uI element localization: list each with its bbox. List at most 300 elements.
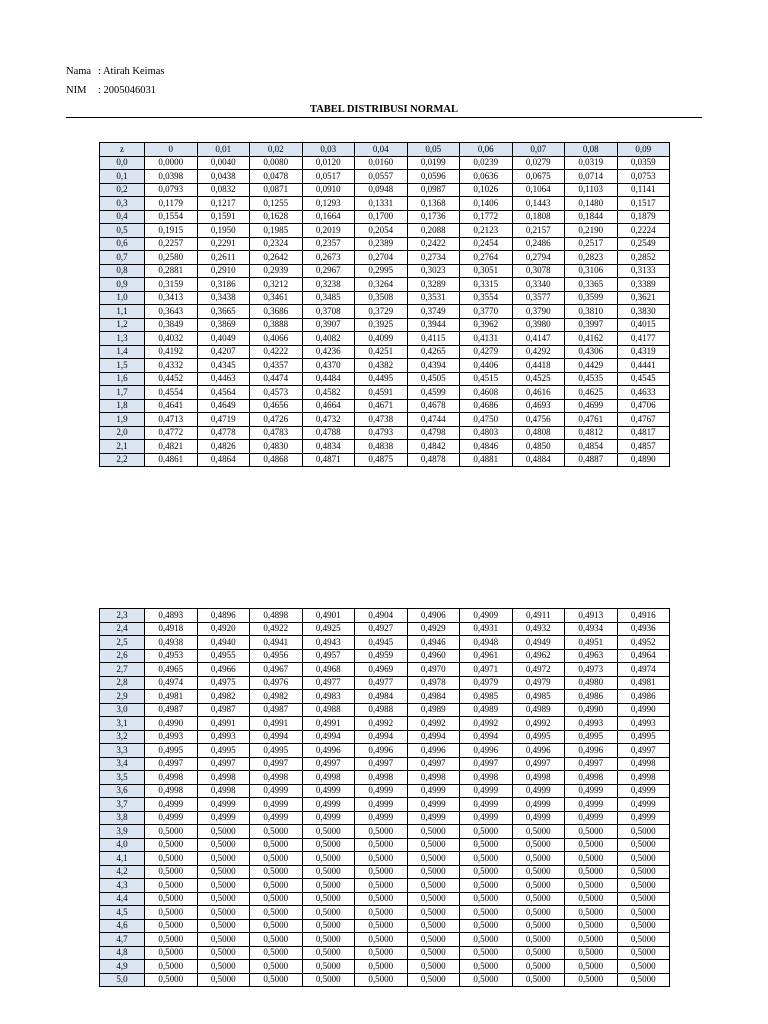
probability-cell: 0,4817	[617, 426, 670, 440]
table-row	[100, 933, 670, 947]
probability-cell: 0,5000	[512, 892, 565, 906]
probability-cell: 0,5000	[512, 919, 565, 933]
probability-cell: 0,5000	[460, 906, 513, 920]
probability-cell: 0,4974	[145, 676, 198, 690]
probability-cell: 0,0753	[617, 170, 670, 184]
probability-cell: 0,5000	[565, 865, 618, 879]
probability-cell: 0,4744	[407, 413, 460, 427]
probability-cell: 0,3078	[512, 264, 565, 278]
probability-cell: 0,5000	[302, 946, 355, 960]
table-row	[100, 291, 670, 305]
probability-cell: 0,4997	[197, 757, 250, 771]
probability-cell: 0,5000	[250, 973, 303, 987]
table-row	[100, 386, 670, 400]
probability-cell: 0,4875	[355, 453, 408, 467]
probability-cell: 0,4913	[565, 609, 618, 623]
probability-cell: 0,5000	[145, 946, 198, 960]
probability-cell: 0,4998	[565, 771, 618, 785]
probability-cell: 0,4999	[617, 784, 670, 798]
table-row	[100, 744, 670, 758]
probability-cell: 0,5000	[565, 973, 618, 987]
probability-cell: 0,4641	[145, 399, 198, 413]
header-col: 0,03	[302, 143, 355, 157]
probability-cell: 0,5000	[197, 892, 250, 906]
z-value-cell: 3,7	[100, 798, 145, 812]
table-row	[100, 892, 670, 906]
probability-cell: 0,5000	[407, 892, 460, 906]
probability-cell: 0,0040	[197, 156, 250, 170]
probability-cell: 0,4686	[460, 399, 513, 413]
probability-cell: 0,5000	[197, 960, 250, 974]
probability-cell: 0,4956	[250, 649, 303, 663]
probability-cell: 0,3051	[460, 264, 513, 278]
probability-cell: 0,3869	[197, 318, 250, 332]
probability-cell: 0,4918	[145, 622, 198, 636]
probability-cell: 0,4798	[407, 426, 460, 440]
probability-cell: 0,4082	[302, 332, 355, 346]
probability-cell: 0,3888	[250, 318, 303, 332]
z-value-cell: 4,9	[100, 960, 145, 974]
probability-cell: 0,4608	[460, 386, 513, 400]
table-row	[100, 264, 670, 278]
probability-cell: 0,4991	[250, 717, 303, 731]
probability-cell: 0,5000	[145, 933, 198, 947]
table-row	[100, 784, 670, 798]
probability-cell: 0,4441	[617, 359, 670, 373]
probability-cell: 0,2357	[302, 237, 355, 251]
table-header-row	[100, 143, 670, 157]
probability-cell: 0,4953	[145, 649, 198, 663]
probability-cell: 0,4990	[145, 717, 198, 731]
table-row	[100, 170, 670, 184]
probability-cell: 0,4957	[302, 649, 355, 663]
probability-cell: 0,5000	[407, 865, 460, 879]
probability-cell: 0,4998	[512, 771, 565, 785]
probability-cell: 0,4826	[197, 440, 250, 454]
probability-cell: 0,1628	[250, 210, 303, 224]
probability-cell: 0,4999	[617, 798, 670, 812]
probability-cell: 0,2019	[302, 224, 355, 238]
probability-cell: 0,4993	[565, 717, 618, 731]
probability-cell: 0,4997	[617, 744, 670, 758]
probability-cell: 0,5000	[565, 838, 618, 852]
probability-cell: 0,4997	[460, 757, 513, 771]
probability-cell: 0,4986	[617, 690, 670, 704]
probability-cell: 0,4995	[145, 744, 198, 758]
probability-cell: 0,3830	[617, 305, 670, 319]
probability-cell: 0,1217	[197, 197, 250, 211]
probability-cell: 0,1950	[197, 224, 250, 238]
probability-cell: 0,3980	[512, 318, 565, 332]
z-value-cell: 2,3	[100, 609, 145, 623]
probability-cell: 0,0871	[250, 183, 303, 197]
probability-cell: 0,4545	[617, 372, 670, 386]
probability-cell: 0,0478	[250, 170, 303, 184]
probability-cell: 0,1443	[512, 197, 565, 211]
probability-cell: 0,4846	[460, 440, 513, 454]
probability-cell: 0,4982	[250, 690, 303, 704]
probability-cell: 0,3749	[407, 305, 460, 319]
probability-cell: 0,5000	[617, 838, 670, 852]
probability-cell: 0,4115	[407, 332, 460, 346]
z-value-cell: 2,5	[100, 636, 145, 650]
probability-cell: 0,4996	[302, 744, 355, 758]
probability-cell: 0,4916	[617, 609, 670, 623]
z-value-cell: 0,2	[100, 183, 145, 197]
probability-cell: 0,4625	[565, 386, 618, 400]
probability-cell: 0,0910	[302, 183, 355, 197]
table-row	[100, 332, 670, 346]
probability-cell: 0,5000	[145, 838, 198, 852]
probability-cell: 0,4842	[407, 440, 460, 454]
probability-cell: 0,5000	[460, 973, 513, 987]
probability-cell: 0,5000	[197, 919, 250, 933]
table-row	[100, 251, 670, 265]
table-row	[100, 811, 670, 825]
z-value-cell: 4,7	[100, 933, 145, 947]
table-row	[100, 636, 670, 650]
student-name-line	[66, 66, 165, 77]
table-row	[100, 919, 670, 933]
probability-cell: 0,5000	[145, 919, 198, 933]
probability-cell: 0,5000	[407, 919, 460, 933]
nim-label: NIM	[66, 85, 87, 96]
probability-cell: 0,5000	[512, 865, 565, 879]
probability-cell: 0,4938	[145, 636, 198, 650]
probability-cell: 0,4808	[512, 426, 565, 440]
probability-cell: 0,1331	[355, 197, 408, 211]
z-value-cell: 4,0	[100, 838, 145, 852]
probability-cell: 0,4995	[565, 730, 618, 744]
probability-cell: 0,5000	[302, 838, 355, 852]
probability-cell: 0,4719	[197, 413, 250, 427]
probability-cell: 0,4973	[565, 663, 618, 677]
probability-cell: 0,3289	[407, 278, 460, 292]
probability-cell: 0,4959	[355, 649, 408, 663]
z-value-cell: 3,5	[100, 771, 145, 785]
probability-cell: 0,3340	[512, 278, 565, 292]
probability-cell: 0,4857	[617, 440, 670, 454]
probability-cell: 0,4966	[197, 663, 250, 677]
probability-cell: 0,5000	[617, 892, 670, 906]
probability-cell: 0,4999	[565, 798, 618, 812]
header-col: 0,06	[460, 143, 513, 157]
probability-cell: 0,4985	[512, 690, 565, 704]
probability-cell: 0,4940	[197, 636, 250, 650]
probability-cell: 0,4582	[302, 386, 355, 400]
probability-cell: 0,3159	[145, 278, 198, 292]
probability-cell: 0,5000	[460, 838, 513, 852]
probability-cell: 0,4998	[302, 771, 355, 785]
probability-cell: 0,4999	[302, 798, 355, 812]
probability-cell: 0,3849	[145, 318, 198, 332]
probability-cell: 0,4726	[250, 413, 303, 427]
probability-cell: 0,1480	[565, 197, 618, 211]
probability-cell: 0,4955	[197, 649, 250, 663]
probability-cell: 0,4099	[355, 332, 408, 346]
probability-cell: 0,4987	[197, 703, 250, 717]
probability-cell: 0,5000	[197, 865, 250, 879]
probability-cell: 0,4429	[565, 359, 618, 373]
z-value-cell: 3,3	[100, 744, 145, 758]
probability-cell: 0,4932	[512, 622, 565, 636]
probability-cell: 0,4962	[512, 649, 565, 663]
probability-cell: 0,5000	[302, 960, 355, 974]
probability-cell: 0,5000	[197, 906, 250, 920]
probability-cell: 0,4999	[355, 798, 408, 812]
probability-cell: 0,2123	[460, 224, 513, 238]
probability-cell: 0,4793	[355, 426, 408, 440]
probability-cell: 0,5000	[197, 946, 250, 960]
header-col: 0,05	[407, 143, 460, 157]
probability-cell: 0,5000	[197, 852, 250, 866]
probability-cell: 0,3508	[355, 291, 408, 305]
z-value-cell: 3,4	[100, 757, 145, 771]
z-value-cell: 0,5	[100, 224, 145, 238]
probability-cell: 0,4693	[512, 399, 565, 413]
probability-cell: 0,5000	[407, 946, 460, 960]
probability-cell: 0,4934	[565, 622, 618, 636]
probability-cell: 0,4945	[355, 636, 408, 650]
probability-cell: 0,4573	[250, 386, 303, 400]
z-value-cell: 0,4	[100, 210, 145, 224]
probability-cell: 0,5000	[565, 892, 618, 906]
table-row	[100, 838, 670, 852]
probability-cell: 0,5000	[355, 838, 408, 852]
probability-cell: 0,4032	[145, 332, 198, 346]
probability-cell: 0,4990	[617, 703, 670, 717]
probability-cell: 0,3925	[355, 318, 408, 332]
probability-cell: 0,2764	[460, 251, 513, 265]
probability-cell: 0,3790	[512, 305, 565, 319]
probability-cell: 0,3531	[407, 291, 460, 305]
table-row	[100, 197, 670, 211]
probability-cell: 0,4972	[512, 663, 565, 677]
probability-cell: 0,5000	[565, 960, 618, 974]
probability-cell: 0,4995	[197, 744, 250, 758]
probability-cell: 0,5000	[512, 825, 565, 839]
probability-cell: 0,4999	[355, 784, 408, 798]
probability-cell: 0,5000	[460, 865, 513, 879]
probability-cell: 0,4990	[565, 703, 618, 717]
probability-cell: 0,4251	[355, 345, 408, 359]
probability-cell: 0,4761	[565, 413, 618, 427]
table-row	[100, 973, 670, 987]
probability-cell: 0,4992	[355, 717, 408, 731]
probability-cell: 0,5000	[565, 919, 618, 933]
probability-cell: 0,5000	[460, 946, 513, 960]
probability-cell: 0,0160	[355, 156, 408, 170]
probability-cell: 0,5000	[512, 960, 565, 974]
probability-cell: 0,4505	[407, 372, 460, 386]
probability-cell: 0,3461	[250, 291, 303, 305]
probability-cell: 0,4616	[512, 386, 565, 400]
probability-cell: 0,4960	[407, 649, 460, 663]
z-value-cell: 4,3	[100, 879, 145, 893]
probability-cell: 0,4699	[565, 399, 618, 413]
probability-cell: 0,5000	[302, 892, 355, 906]
probability-cell: 0,4162	[565, 332, 618, 346]
probability-cell: 0,4357	[250, 359, 303, 373]
probability-cell: 0,2517	[565, 237, 618, 251]
probability-cell: 0,5000	[512, 946, 565, 960]
z-value-cell: 1,1	[100, 305, 145, 319]
probability-cell: 0,4147	[512, 332, 565, 346]
probability-cell: 0,5000	[355, 960, 408, 974]
probability-cell: 0,4985	[460, 690, 513, 704]
header-col: 0,02	[250, 143, 303, 157]
probability-cell: 0,2190	[565, 224, 618, 238]
table-row	[100, 156, 670, 170]
probability-cell: 0,4977	[355, 676, 408, 690]
probability-cell: 0,5000	[617, 946, 670, 960]
table-row	[100, 609, 670, 623]
probability-cell: 0,5000	[617, 933, 670, 947]
z-value-cell: 0,0	[100, 156, 145, 170]
probability-cell: 0,4998	[355, 771, 408, 785]
probability-cell: 0,4994	[302, 730, 355, 744]
probability-cell: 0,5000	[355, 879, 408, 893]
probability-cell: 0,4978	[407, 676, 460, 690]
z-value-cell: 2,7	[100, 663, 145, 677]
probability-cell: 0,3315	[460, 278, 513, 292]
probability-cell: 0,5000	[460, 825, 513, 839]
probability-cell: 0,4981	[145, 690, 198, 704]
probability-cell: 0,0279	[512, 156, 565, 170]
probability-cell: 0,5000	[302, 879, 355, 893]
header-col: 0,04	[355, 143, 408, 157]
table-row	[100, 440, 670, 454]
probability-cell: 0,5000	[617, 852, 670, 866]
probability-cell: 0,4131	[460, 332, 513, 346]
probability-cell: 0,4207	[197, 345, 250, 359]
probability-cell: 0,5000	[512, 973, 565, 987]
table-row	[100, 649, 670, 663]
z-value-cell: 2,6	[100, 649, 145, 663]
probability-cell: 0,4599	[407, 386, 460, 400]
probability-cell: 0,0000	[145, 156, 198, 170]
probability-cell: 0,4893	[145, 609, 198, 623]
probability-cell: 0,2157	[512, 224, 565, 238]
probability-cell: 0,0832	[197, 183, 250, 197]
probability-cell: 0,5000	[197, 825, 250, 839]
probability-cell: 0,4452	[145, 372, 198, 386]
name-label: Nama	[66, 66, 92, 77]
probability-cell: 0,4996	[407, 744, 460, 758]
probability-cell: 0,1915	[145, 224, 198, 238]
table-row	[100, 413, 670, 427]
probability-cell: 0,5000	[145, 906, 198, 920]
name-value: : Atirah Keimas	[98, 66, 165, 77]
header-col: 0	[145, 143, 198, 157]
probability-cell: 0,1554	[145, 210, 198, 224]
probability-cell: 0,4738	[355, 413, 408, 427]
probability-cell: 0,0199	[407, 156, 460, 170]
probability-cell: 0,4418	[512, 359, 565, 373]
probability-cell: 0,5000	[617, 906, 670, 920]
header-col: 0,07	[512, 143, 565, 157]
z-value-cell: 3,6	[100, 784, 145, 798]
z-value-cell: 4,1	[100, 852, 145, 866]
table-row	[100, 771, 670, 785]
probability-cell: 0,0438	[197, 170, 250, 184]
probability-cell: 0,3133	[617, 264, 670, 278]
probability-cell: 0,4999	[407, 811, 460, 825]
probability-cell: 0,5000	[355, 973, 408, 987]
probability-cell: 0,5000	[250, 933, 303, 947]
probability-cell: 0,4987	[145, 703, 198, 717]
probability-cell: 0,5000	[460, 892, 513, 906]
probability-cell: 0,2823	[565, 251, 618, 265]
probability-cell: 0,4929	[407, 622, 460, 636]
probability-cell: 0,5000	[355, 852, 408, 866]
probability-cell: 0,4850	[512, 440, 565, 454]
probability-cell: 0,4656	[250, 399, 303, 413]
probability-cell: 0,4515	[460, 372, 513, 386]
probability-cell: 0,2673	[302, 251, 355, 265]
probability-cell: 0,5000	[250, 825, 303, 839]
probability-cell: 0,5000	[407, 960, 460, 974]
probability-cell: 0,4948	[460, 636, 513, 650]
probability-cell: 0,5000	[145, 825, 198, 839]
probability-cell: 0,4987	[250, 703, 303, 717]
probability-cell: 0,3770	[460, 305, 513, 319]
probability-cell: 0,0793	[145, 183, 198, 197]
z-value-cell: 4,6	[100, 919, 145, 933]
probability-cell: 0,4382	[355, 359, 408, 373]
probability-cell: 0,1985	[250, 224, 303, 238]
probability-cell: 0,4999	[197, 811, 250, 825]
probability-cell: 0,2734	[407, 251, 460, 265]
z-value-cell: 0,7	[100, 251, 145, 265]
probability-cell: 0,5000	[512, 879, 565, 893]
probability-cell: 0,2939	[250, 264, 303, 278]
table-row	[100, 359, 670, 373]
probability-cell: 0,4901	[302, 609, 355, 623]
probability-cell: 0,1772	[460, 210, 513, 224]
probability-cell: 0,5000	[355, 946, 408, 960]
probability-cell: 0,4999	[250, 798, 303, 812]
probability-cell: 0,4406	[460, 359, 513, 373]
probability-cell: 0,4049	[197, 332, 250, 346]
probability-cell: 0,5000	[250, 919, 303, 933]
probability-cell: 0,5000	[565, 933, 618, 947]
probability-cell: 0,0398	[145, 170, 198, 184]
probability-cell: 0,1368	[407, 197, 460, 211]
probability-cell: 0,4564	[197, 386, 250, 400]
probability-cell: 0,3485	[302, 291, 355, 305]
probability-cell: 0,4965	[145, 663, 198, 677]
probability-cell: 0,4906	[407, 609, 460, 623]
probability-cell: 0,4971	[460, 663, 513, 677]
probability-cell: 0,5000	[302, 865, 355, 879]
probability-cell: 0,5000	[407, 852, 460, 866]
probability-cell: 0,4767	[617, 413, 670, 427]
probability-cell: 0,5000	[512, 838, 565, 852]
probability-cell: 0,4999	[460, 811, 513, 825]
probability-cell: 0,5000	[302, 825, 355, 839]
probability-cell: 0,4292	[512, 345, 565, 359]
probability-cell: 0,4952	[617, 636, 670, 650]
probability-cell: 0,4979	[512, 676, 565, 690]
probability-cell: 0,3264	[355, 278, 408, 292]
probability-cell: 0,2054	[355, 224, 408, 238]
probability-cell: 0,4854	[565, 440, 618, 454]
probability-cell: 0,4995	[512, 730, 565, 744]
nim-value: : 2005046031	[98, 85, 157, 96]
z-value-cell: 0,1	[100, 170, 145, 184]
probability-cell: 0,4996	[565, 744, 618, 758]
